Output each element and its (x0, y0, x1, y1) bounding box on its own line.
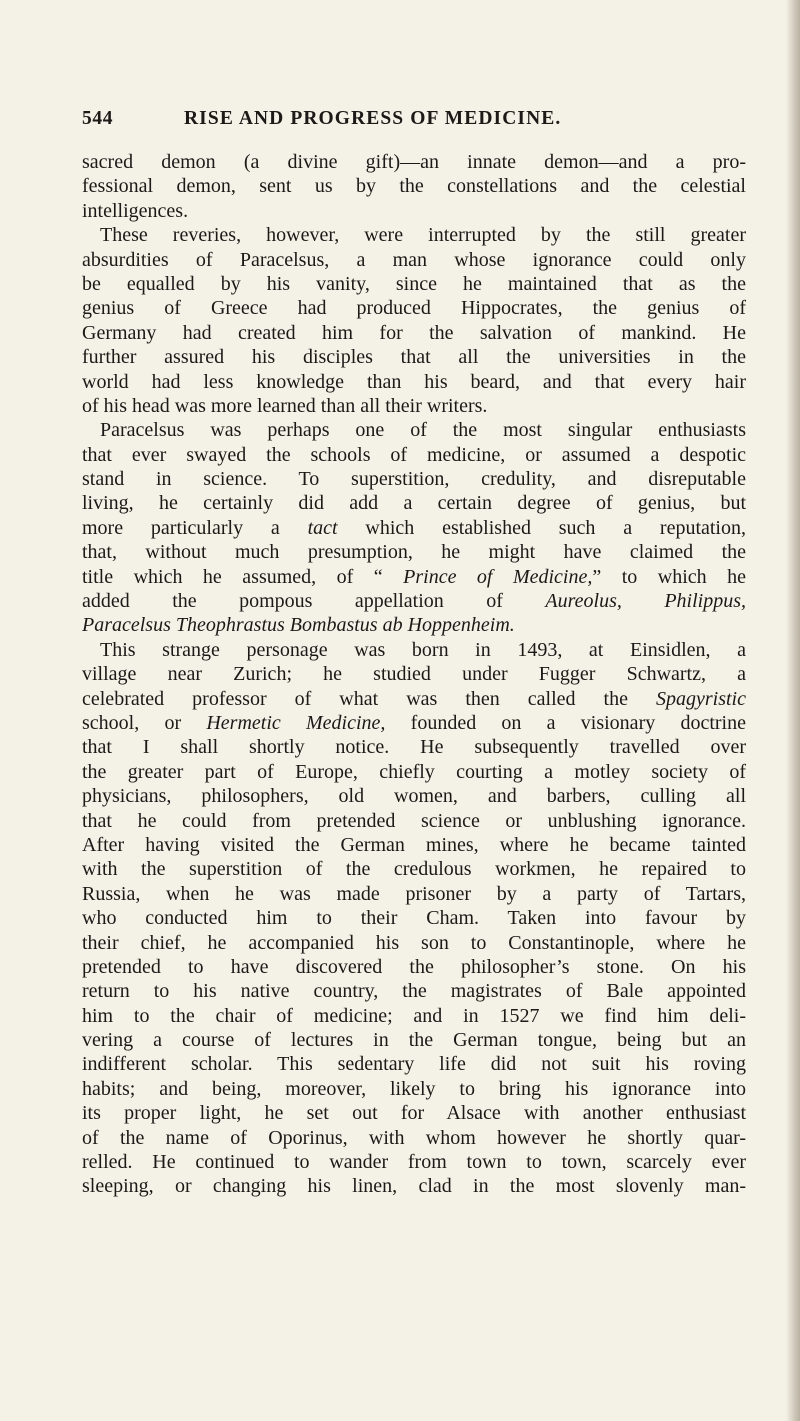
text-segment: celebrated professor of what was then called the (82, 687, 656, 710)
text-segment: its proper light, he set out for Alsace with another enthusiast (82, 1102, 746, 1125)
text-line (82, 516, 746, 540)
text-segment: habits; and being, moreover, likely to bring his ignorance into (82, 1077, 746, 1100)
running-title: RISE AND PROGRESS OF MEDICINE. (184, 108, 562, 129)
text-line (82, 1052, 746, 1076)
text-segment: absurdities of Paracelsus, a man whose ignorance could only (82, 248, 746, 271)
text-segment: which established such a reputation, (337, 516, 746, 539)
text-segment: who conducted him to their Cham. Taken into favour by (82, 907, 746, 930)
text-line (82, 906, 746, 930)
page-edge-shadow (786, 0, 800, 1421)
text-line (82, 1126, 746, 1150)
text-segment: indifferent scholar. This sedentary life did not suit his roving (82, 1053, 746, 1076)
text-line (82, 833, 746, 857)
text-line (82, 784, 746, 808)
text-segment: Russia, when he was made prisoner by a party of Tartars, (82, 882, 746, 905)
text-segment: him to the chair of medicine; and in 1527 we find him deli- (82, 1004, 746, 1027)
text-segment: After having visited the German mines, where he became tainted (82, 833, 746, 856)
text-line (82, 589, 746, 613)
text-segment: that ever swayed the schools of medicine, or assumed a despotic (82, 443, 746, 466)
text-segment: stand in science. To superstition, credulity, and disreputable (82, 468, 746, 491)
italic-text-segment: Aureolus, Philippus, (545, 590, 746, 613)
text-segment: founded on a visionary doctrine (385, 711, 746, 734)
text-line (82, 199, 746, 223)
text-segment: that, without much presumption, he might have claimed the (82, 541, 746, 564)
italic-text-segment: Prince of Medicine, (403, 565, 593, 588)
text-segment: vering a course of lectures in the German tongue, being but an (82, 1029, 746, 1052)
italic-text-segment: Spagyristic (656, 687, 746, 710)
text-segment: that he could from pretended science or unblushing ignorance. (82, 809, 746, 832)
text-segment: fessional demon, sent us by the constellations and the celestial (82, 175, 746, 198)
text-segment: Germany had created him for the salvation of mankind. He (82, 321, 746, 344)
text-segment: Paracelsus was perhaps one of the most singular enthusiasts (100, 419, 746, 442)
text-segment: school, or (82, 711, 207, 734)
text-line (82, 638, 746, 662)
text-line (82, 565, 746, 589)
text-segment: sleeping, or changing his linen, clad in the most slovenly man- (82, 1175, 746, 1198)
text-line (82, 248, 746, 272)
text-line (82, 979, 746, 1003)
italic-text-segment: tact (307, 516, 338, 539)
text-segment: added the pompous appellation of (82, 590, 546, 613)
text-line (82, 1004, 746, 1028)
text-line (82, 662, 746, 686)
text-segment: relled. He continued to wander from town to town, scarcely ever (82, 1151, 746, 1174)
text-segment: their chief, he accompanied his son to Constantinople, where he (82, 931, 746, 954)
text-line (82, 443, 746, 467)
italic-text-segment: Hermetic Medicine, (206, 711, 386, 734)
text-line (82, 1174, 746, 1198)
text-line (82, 882, 746, 906)
page-number: 544 (82, 108, 114, 129)
text-segment: the greater part of Europe, chiefly courting a motley society of (82, 760, 746, 783)
text-line (82, 174, 746, 198)
text-segment: with the superstition of the credulous workmen, he repaired to (82, 858, 746, 881)
text-segment: pretended to have discovered the philosopher’s stone. On his (82, 955, 746, 978)
text-line (82, 613, 746, 637)
italic-text-segment: Paracelsus Theophrastus Bombastus ab Hoppenheim. (82, 614, 515, 637)
text-line (82, 394, 746, 418)
text-line (82, 711, 746, 735)
body-text (82, 150, 746, 1199)
text-line (82, 370, 746, 394)
text-line (82, 223, 746, 247)
text-line (82, 1150, 746, 1174)
text-segment: further assured his disciples that all the universities in the (82, 346, 746, 369)
text-segment: ” to which he (592, 565, 746, 588)
text-segment: be equalled by his vanity, since he maintained that as the (82, 272, 746, 295)
text-segment: physicians, philosophers, old women, and barbers, culling all (82, 785, 746, 808)
text-line (82, 321, 746, 345)
text-line (82, 1028, 746, 1052)
text-segment: of his head was more learned than all their writers. (82, 394, 488, 417)
text-line (82, 491, 746, 515)
text-segment: sacred demon (a divine gift)—an innate demon—and a pro- (82, 151, 746, 173)
text-line (82, 1101, 746, 1125)
text-line (82, 150, 746, 174)
running-head (82, 108, 742, 138)
text-segment: intelligences. (82, 199, 189, 222)
text-segment: world had less knowledge than his beard, and that every hair (82, 370, 746, 393)
text-line (82, 345, 746, 369)
text-line (82, 735, 746, 759)
text-segment: These reveries, however, were interrupted by the still greater (100, 224, 746, 247)
text-line (82, 955, 746, 979)
text-line (82, 760, 746, 784)
text-segment: return to his native country, the magistrates of Bale appointed (82, 980, 746, 1003)
text-line (82, 931, 746, 955)
text-line (82, 467, 746, 491)
text-segment: genius of Greece had produced Hippocrates, the genius of (82, 297, 746, 320)
text-line (82, 418, 746, 442)
text-segment: title which he assumed, of “ (82, 565, 404, 588)
text-line (82, 809, 746, 833)
text-line (82, 272, 746, 296)
text-segment: living, he certainly did add a certain degree of genius, but (82, 492, 746, 515)
text-line (82, 687, 746, 711)
text-segment: more particularly a (82, 516, 308, 539)
text-line (82, 857, 746, 881)
text-line (82, 1077, 746, 1101)
text-segment: village near Zurich; he studied under Fugger Schwartz, a (82, 663, 746, 686)
text-segment: that I shall shortly notice. He subsequently travelled over (82, 736, 746, 759)
text-line (82, 540, 746, 564)
text-line (82, 296, 746, 320)
text-segment: of the name of Oporinus, with whom however he shortly quar- (82, 1126, 746, 1149)
text-segment: This strange personage was born in 1493, at Einsidlen, a (100, 638, 746, 661)
